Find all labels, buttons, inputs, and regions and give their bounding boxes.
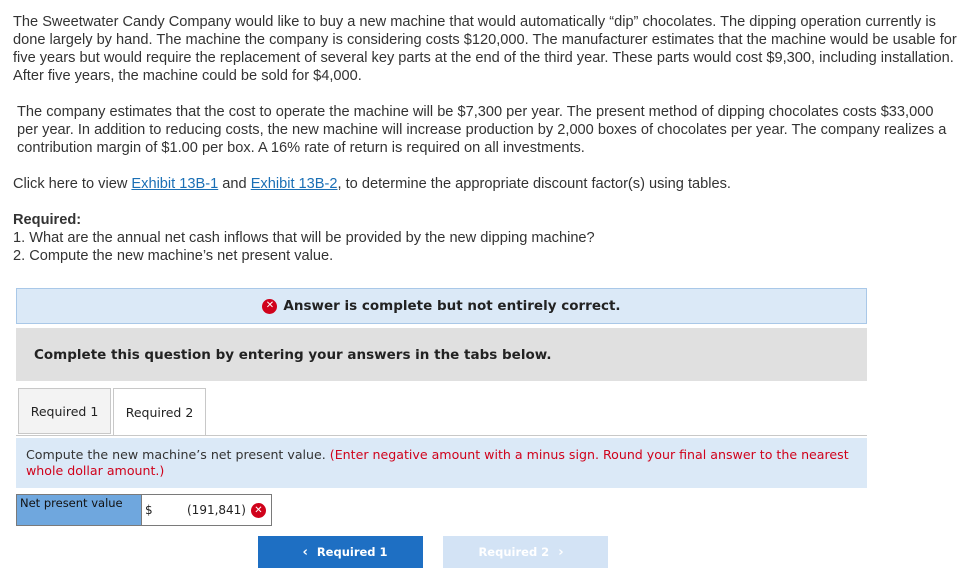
click-and-text: and [218, 176, 251, 192]
click-prefix-text: Click here to view [13, 176, 132, 192]
exhibit-13b-2-link[interactable]: Exhibit 13B-2 [250, 176, 338, 192]
compute-text: Compute the new machine’s net present value. [26, 447, 330, 462]
required-tabs [18, 388, 206, 435]
npv-answer-row [16, 494, 272, 526]
instruction-box [16, 328, 867, 381]
tab-required-2[interactable]: Required 2 [113, 388, 206, 436]
compute-instructions [16, 438, 867, 488]
click-suffix-text: , to determine the appropriate discount factor(s) using tables. [337, 176, 731, 192]
npv-input[interactable] [142, 494, 272, 526]
currency-symbol: $ [145, 503, 153, 517]
tab-divider [16, 435, 867, 436]
instruction-text: Complete this question by entering your answers in the tabs below. [34, 346, 552, 363]
next-button-label: Required 2 [478, 545, 550, 559]
chevron-right-icon: › [558, 544, 564, 560]
answer-status-text: Answer is complete but not entirely correct. [283, 298, 621, 314]
exhibit-links-line [13, 175, 958, 193]
next-required-2-button[interactable] [443, 536, 608, 568]
chevron-left-icon: ‹ [302, 544, 308, 560]
answer-status-banner [16, 288, 867, 324]
required-2-text: 2. Compute the new machine’s net present value. [13, 248, 334, 264]
compute-note: (Enter negative amount with a minus sign. Round your final answer to the nearest whole dollar amount.) [26, 447, 849, 478]
prev-button-label: Required 1 [316, 545, 388, 559]
exhibit-13b-1-link[interactable]: Exhibit 13B-1 [131, 176, 219, 192]
npv-value: (191,841) [187, 503, 246, 517]
incorrect-x-icon: ✕ [251, 503, 266, 518]
problem-paragraph-1: The Sweetwater Candy Company would like to buy a new machine that would automatically “dip” chocolates. The dipping operation currently is done largely by hand. The machine the company is considering costs $120,000. The manufacturer estimates that the machine would be usable for five years but would require the replacement of several key parts at the end of the third year. These parts would cost $9,300, including installation. After five years, the machine could be sold for $4,000. [13, 14, 957, 84]
tab-required-1[interactable]: Required 1 [18, 388, 111, 434]
npv-label: Net present value [16, 494, 142, 526]
problem-paragraph-2: The company estimates that the cost to operate the machine will be $7,300 per year. The present method of dipping chocolates costs $33,000 per year. In addition to reducing costs, the new machine will increase production by 2,000 boxes of chocolates per year. The company realizes a contribution margin of $1.00 per box. A 16% rate of return is required on all investments. [17, 104, 947, 156]
problem-statement [13, 13, 958, 265]
required-heading: Required: [13, 212, 82, 228]
previous-required-1-button[interactable] [258, 536, 423, 568]
x-circle-icon: ✕ [262, 299, 277, 314]
required-1-text: 1. What are the annual net cash inflows that will be provided by the new dipping machine? [13, 230, 595, 246]
